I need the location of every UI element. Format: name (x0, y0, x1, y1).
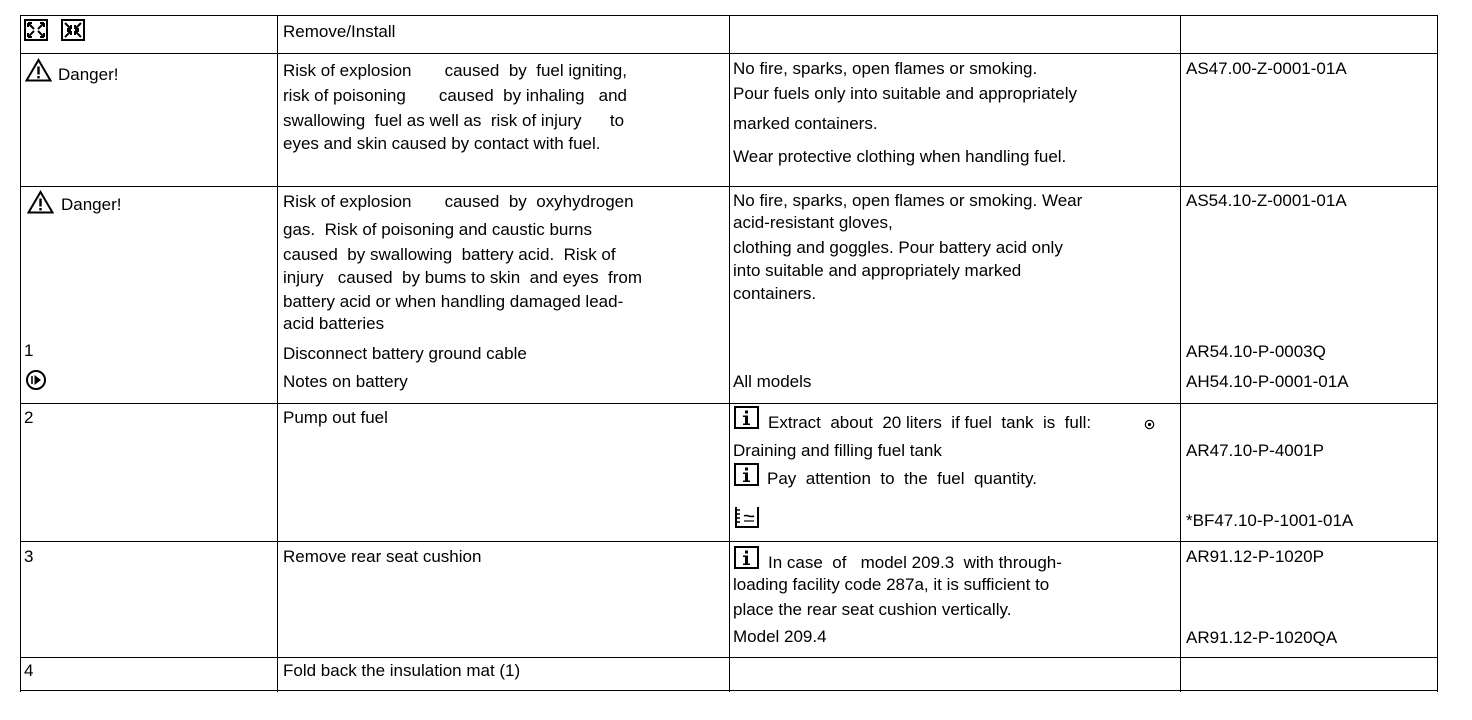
reference-link[interactable]: AR47.10-P-4001P (1186, 441, 1324, 460)
notes-measure: All models (733, 372, 812, 391)
warning-triangle-icon (27, 190, 54, 214)
column-divider (277, 15, 278, 692)
measure-text-line: into suitable and appropriately marked (733, 261, 1022, 280)
risk-text-line: acid batteries (283, 314, 385, 333)
info-icon (734, 463, 759, 486)
info-text-continued[interactable]: Draining and filling fuel tank (733, 441, 942, 460)
reference-link[interactable]: AH54.10-P-0001-01A (1186, 372, 1349, 391)
measure-text-line: Wear protective clothing when handling fuel. (733, 147, 1067, 166)
step-number: 1 (24, 341, 34, 360)
risk-text-line: swallowing fuel as well as risk of injury to (283, 111, 625, 130)
fuel-quantity-icon (734, 505, 760, 529)
model-text: Model 209.4 (733, 627, 827, 646)
remove-install-contract-icon (61, 19, 85, 41)
measure-text-line: No fire, sparks, open flames or smoking. Wear (733, 191, 1083, 210)
table-border-right (1437, 15, 1438, 692)
page-title: Remove/Install (283, 22, 396, 41)
measure-text-line: clothing and goggles. Pour battery acid only (733, 238, 1063, 257)
table-border-left (20, 15, 21, 692)
info-icon (734, 546, 759, 569)
info-text: Extract about 20 liters if fuel tank is full: (768, 413, 1092, 432)
reference-link[interactable]: AS54.10-Z-0001-01A (1186, 191, 1347, 210)
measure-text-line: containers. (733, 284, 817, 303)
step-text: Disconnect battery ground cable (283, 344, 527, 363)
step-text: Fold back the insulation mat (1) (283, 661, 521, 680)
info-text: Pay attention to the fuel quantity. (767, 469, 1037, 488)
remove-install-expand-icon (24, 19, 48, 41)
info-text: loading facility code 287a, it is sufficient to (733, 575, 1050, 594)
risk-text-line: Risk of explosion caused by fuel igniting, (283, 61, 627, 80)
info-text: place the rear seat cushion vertically. (733, 600, 1012, 619)
notes-text: Notes on battery (283, 372, 408, 391)
risk-text-line: battery acid or when handling damaged lead- (283, 292, 624, 311)
risk-text-line: risk of poisoning caused by inhaling and (283, 86, 627, 105)
step-text: Remove rear seat cushion (283, 547, 482, 566)
step-number: 2 (24, 408, 34, 427)
measure-text-line: marked containers. (733, 114, 878, 133)
reference-link[interactable]: AR91.12-P-1020QA (1186, 628, 1338, 647)
risk-text-line: Risk of explosion caused by oxyhydrogen (283, 192, 634, 211)
column-divider (1180, 15, 1181, 692)
reference-link[interactable]: AR54.10-P-0003Q (1186, 342, 1326, 361)
risk-text-line: gas. Risk of poisoning and caustic burns (283, 220, 593, 239)
reference-link[interactable]: AS47.00-Z-0001-01A (1186, 59, 1347, 78)
step-number: 4 (24, 661, 34, 680)
reference-link[interactable]: *BF47.10-P-1001-01A (1186, 511, 1354, 530)
warning-triangle-icon (25, 58, 52, 82)
column-divider (729, 15, 730, 692)
info-icon (734, 406, 759, 429)
reference-link[interactable]: AR91.12-P-1020P (1186, 547, 1324, 566)
measure-text-line: No fire, sparks, open flames or smoking. (733, 59, 1038, 78)
risk-text-line: caused by swallowing battery acid. Risk of (283, 245, 616, 264)
notes-circle-icon (25, 369, 47, 391)
measure-text-line: acid-resistant gloves, (733, 213, 893, 232)
danger-label: Danger! (58, 65, 119, 84)
measure-text-line: Pour fuels only into suitable and appropriately (733, 84, 1077, 103)
step-number: 3 (24, 547, 34, 566)
info-text: In case of model 209.3 with through- (768, 553, 1062, 572)
step-text: Pump out fuel (283, 408, 388, 427)
link-target-icon[interactable] (1144, 419, 1155, 430)
risk-text-line: injury caused by bums to skin and eyes from (283, 268, 643, 287)
risk-text-line: eyes and skin caused by contact with fuel. (283, 134, 601, 153)
danger-label: Danger! (61, 195, 122, 214)
